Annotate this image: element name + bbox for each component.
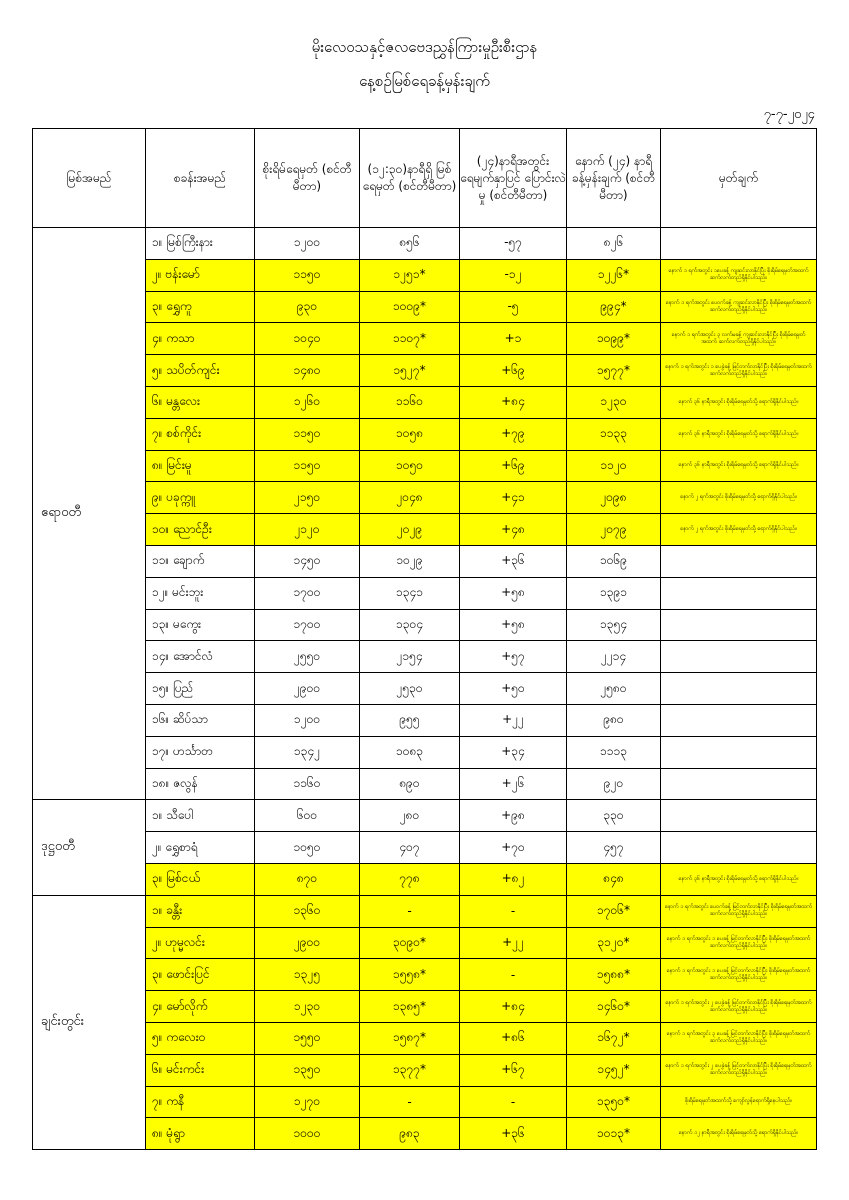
remark-cell	[661, 736, 817, 768]
forecast-cell: ၁၁၃၃	[567, 418, 661, 450]
forecast-cell: ၃၃၀	[567, 800, 661, 832]
change-cell: +၄၈	[460, 514, 567, 546]
danger-level-cell: ၂၉၀၀	[255, 673, 360, 705]
station-cell: ၆။ မန္တလေး	[146, 386, 255, 418]
change-cell: +၈၄	[460, 386, 567, 418]
station-cell: ၈။ မြင်းမူ	[146, 450, 255, 482]
forecast-cell: ၁၀၁၃*	[567, 1118, 661, 1150]
danger-level-cell: ၁၂၃၀	[255, 991, 360, 1023]
current-level-cell: ၁၅၂၇*	[360, 355, 460, 387]
remark-cell: နောက် ၁ ရက်အတွင်း ၃ ပေခန့် မြင့်တက်လာနိုင်ပြီး စိုးရိမ်ရေမှတ်အထက် ဆက်လက်တည်ရှိနိုင်ပါသည်။	[661, 1022, 817, 1054]
table-row	[33, 736, 817, 768]
station-cell: ၁၄။ အောင်လံ	[146, 641, 255, 673]
table-row	[33, 418, 817, 450]
table-row	[33, 323, 817, 355]
change-cell: +၆၇	[460, 1054, 567, 1086]
table-header-row	[33, 129, 817, 228]
forecast-cell: ၁၄၅၂*	[567, 1054, 661, 1086]
remark-cell: နောက် ၁ ရက်အတွင်း ၁ ပေခွဲခန့် မြင့်တက်လာနိုင်ပြီး စိုးရိမ်ရေမှတ်အထက် ဆက်လက်တည်ရှိနိုင်ပါသည်။	[661, 355, 817, 387]
page-title: မိုးလေဝသနှင့်ဇလဗေဒညွှန်ကြားမှုဦးစီးဌာန	[311, 38, 538, 56]
table-row	[33, 895, 817, 927]
danger-level-cell: ၁၂၀၀	[255, 704, 360, 736]
danger-level-cell: ၁၀၅၀	[255, 832, 360, 864]
change-cell: +၁	[460, 323, 567, 355]
danger-level-cell: ၁၁၅၀	[255, 418, 360, 450]
remark-cell: နောက် ၁ ရက်အတွင်း ၂ ပေခွဲခန့် မြင့်တက်လာနိုင်ပြီး စိုးရိမ်ရေမှတ်အထက် ဆက်လက်တည်ရှိနိုင်ပါသည်။	[661, 991, 817, 1023]
station-cell: ၄။ မော်လိုက်	[146, 991, 255, 1023]
col-header-danger-level: စိုးရိမ်ရေမှတ် (စင်တီမီတာ)	[255, 129, 360, 228]
forecast-cell: ၁၀၉၉*	[567, 323, 661, 355]
remark-cell: နောက် ၁ ရက်အတွင်း ၁ပေခန့် ကျဆင်းလာနိုင်ပြီး စိုးရိမ်ရေမှတ်အထက် ဆက်လက်တည်ရှိနိုင်ပါသည်။	[661, 259, 817, 291]
danger-level-cell: ၂၅၅၀	[255, 641, 360, 673]
current-level-cell: ၁၃၀၄	[360, 609, 460, 641]
change-cell: -	[460, 1086, 567, 1118]
page-subtitle: နေ့စဉ်မြစ်ရေခန့်မှန်းချက်	[359, 72, 490, 90]
table-row	[33, 1118, 817, 1150]
current-level-cell: ၁၂၅၁*	[360, 259, 460, 291]
station-cell: ၁။ ခန္တီး	[146, 895, 255, 927]
current-level-cell: ၁၃၈၅*	[360, 991, 460, 1023]
current-level-cell: ၁၁၀၇*	[360, 323, 460, 355]
current-level-cell: ၇၇၈	[360, 863, 460, 895]
change-cell: +၇၀	[460, 832, 567, 864]
remark-cell: နောက် ၁ ရက်အတွင်း ၂ ပေခွဲခန့် မြင့်တက်လာနိုင်ပြီး စိုးရိမ်ရေမှတ်အထက် ဆက်လက်တည်ရှိနိုင်ပါသည်။	[661, 1054, 817, 1086]
station-cell: ၂။ ဗန်းမော်	[146, 259, 255, 291]
station-cell: ၁။ မြစ်ကြီးနား	[146, 228, 255, 260]
station-cell: ၅။ သပိတ်ကျင်း	[146, 355, 255, 387]
station-cell: ၄။ ကသာ	[146, 323, 255, 355]
current-level-cell: ၁၀၈၃	[360, 736, 460, 768]
table-row	[33, 577, 817, 609]
danger-level-cell: ၁၇၀၀	[255, 609, 360, 641]
station-cell: ၈။ မုံရွာ	[146, 1118, 255, 1150]
change-cell: -၅၇	[460, 228, 567, 260]
table-row	[33, 832, 817, 864]
forecast-cell: ၉၉၄*	[567, 291, 661, 323]
river-name-cell: ချင်းတွင်း	[33, 895, 146, 1149]
forecast-cell: ၁၄၆၀*	[567, 991, 661, 1023]
current-level-cell: ၁၀၅၀	[360, 450, 460, 482]
forecast-cell: ၁၅၈၈*	[567, 959, 661, 991]
danger-level-cell: ၂၁၂၀	[255, 514, 360, 546]
remark-cell: နောက် ၁ ရက်အတွင်း ပေဝက်ခန့် မြင့်တက်လာနိုင်ပြီး စိုးရိမ်ရေမှတ်အထက် ဆက်လက်တည်ရှိနိုင်ပါသည်။	[661, 895, 817, 927]
remark-cell: နောက် ၁ ရက်အတွင်း ၁ ပေခန့် မြင့်တက်လာနိုင်ပြီး စိုးရိမ်ရေမှတ်အထက် ဆက်လက်တည်ရှိနိုင်ပါသည်။	[661, 927, 817, 959]
change-cell: +၇၉	[460, 418, 567, 450]
forecast-cell: ၁၃၅၀*	[567, 1086, 661, 1118]
remark-cell	[661, 641, 817, 673]
table-row	[33, 514, 817, 546]
remark-cell	[661, 768, 817, 800]
danger-level-cell: ၁၃၆၀	[255, 895, 360, 927]
danger-level-cell: ၉၃၀	[255, 291, 360, 323]
station-cell: ၃။ ဖောင်းပြင်	[146, 959, 255, 991]
table-row	[33, 1086, 817, 1118]
forecast-cell: ၄၅၇	[567, 832, 661, 864]
danger-level-cell: ၁၁၅၀	[255, 450, 360, 482]
current-level-cell: ၁၃၄၁	[360, 577, 460, 609]
change-cell: +၂၂	[460, 704, 567, 736]
danger-level-cell: ၁၅၅၀	[255, 1022, 360, 1054]
station-cell: ၁၂။ မင်းဘူး	[146, 577, 255, 609]
change-cell: +၃၆	[460, 545, 567, 577]
danger-level-cell: ၈၇၀	[255, 863, 360, 895]
current-level-cell: ၁၁၆၀	[360, 386, 460, 418]
table-row	[33, 450, 817, 482]
change-cell: +၈၄	[460, 991, 567, 1023]
current-level-cell: ၂၀၂၉	[360, 514, 460, 546]
forecast-cell: ၁၅၇၇*	[567, 355, 661, 387]
danger-level-cell: ၁၂၆၀	[255, 386, 360, 418]
station-cell: ၃။ မြစ်ငယ်	[146, 863, 255, 895]
forecast-cell: ၂၀၇၉	[567, 514, 661, 546]
forecast-cell: ၁၀၆၉	[567, 545, 661, 577]
danger-level-cell: ၁၀၀၀	[255, 1118, 360, 1150]
current-level-cell: ၂၀၄၈	[360, 482, 460, 514]
current-level-cell: ၁၀၅၈	[360, 418, 460, 450]
col-header-river: မြစ်အမည်	[33, 129, 146, 228]
danger-level-cell: ၁၇၀၀	[255, 577, 360, 609]
current-level-cell: ၉၈၃	[360, 1118, 460, 1150]
change-cell: +၆၉	[460, 355, 567, 387]
current-level-cell: ၉၅၅	[360, 704, 460, 736]
current-level-cell: ၃၀၉၀*	[360, 927, 460, 959]
table-row	[33, 927, 817, 959]
change-cell: +၅၈	[460, 609, 567, 641]
change-cell: +၅၇	[460, 641, 567, 673]
change-cell: +၂၂	[460, 927, 567, 959]
change-cell: +၂၆	[460, 768, 567, 800]
current-level-cell: -	[360, 895, 460, 927]
danger-level-cell: ၁၂၀၀	[255, 228, 360, 260]
remark-cell	[661, 832, 817, 864]
danger-level-cell: ၂၉၀၀	[255, 927, 360, 959]
station-cell: ၁၅။ ပြည်	[146, 673, 255, 705]
current-level-cell: -	[360, 1086, 460, 1118]
change-cell: +၈၆	[460, 1022, 567, 1054]
forecast-cell: ၉၂၀	[567, 768, 661, 800]
station-cell: ၁၆။ ဆိပ်သာ	[146, 704, 255, 736]
change-cell: +၈၂	[460, 863, 567, 895]
change-cell: +၅၀	[460, 673, 567, 705]
change-cell: -	[460, 959, 567, 991]
current-level-cell: ၁၀၀၉*	[360, 291, 460, 323]
col-header-remark: မှတ်ချက်	[661, 129, 817, 228]
change-cell: +၄၁	[460, 482, 567, 514]
current-level-cell: ၈၉၀	[360, 768, 460, 800]
current-level-cell: ၁၃၇၇*	[360, 1054, 460, 1086]
station-cell: ၁။ သီပေါ	[146, 800, 255, 832]
change-cell: +၉၈	[460, 800, 567, 832]
forecast-cell: ၈၂၆	[567, 228, 661, 260]
forecast-cell: ၁၂၃၀	[567, 386, 661, 418]
station-cell: ၁၃။ မကွေး	[146, 609, 255, 641]
danger-level-cell: ၆၀၀	[255, 800, 360, 832]
forecast-cell: ၂၀၉၈	[567, 482, 661, 514]
remark-cell: နောက် ၂ ရက်အတွင်း စိုးရိမ်ရေမှတ်သို့ ရောက်ရှိနိုင်ပါသည်။	[661, 482, 817, 514]
remark-cell	[661, 577, 817, 609]
station-cell: ၂။ ရွှေစာရံ	[146, 832, 255, 864]
current-level-cell: ၂၁၅၄	[360, 641, 460, 673]
station-cell: ၇။ စစ်ကိုင်း	[146, 418, 255, 450]
change-cell: +၆၉	[460, 450, 567, 482]
change-cell: -	[460, 895, 567, 927]
change-cell: +၃၆	[460, 1118, 567, 1150]
change-cell: +၅၈	[460, 577, 567, 609]
remark-cell: နောက် ၁ ရက်အတွင်း ပေဝက်ခန့် ကျဆင်းလာနိုင်ပြီး စိုးရိမ်ရေမှတ်အထက် ဆက်လက်တည်ရှိနိုင်ပါသည်။	[661, 291, 817, 323]
current-level-cell: ၈၅၆	[360, 228, 460, 260]
table-row	[33, 1054, 817, 1086]
danger-level-cell: ၁၂၇၀	[255, 1086, 360, 1118]
current-level-cell: ၂၈၀	[360, 800, 460, 832]
remark-cell: စိုးရိမ်ရေမှတ်အထက်သို့ ကျော်လွန်ရောက်ရှိနေပါသည်။	[661, 1086, 817, 1118]
table-row	[33, 482, 817, 514]
table-row	[33, 1022, 817, 1054]
table-row	[33, 259, 817, 291]
river-name-cell: ဧရာဝတီ	[33, 228, 146, 800]
forecast-table	[32, 128, 817, 1150]
station-cell: ၅။ ကလေးဝ	[146, 1022, 255, 1054]
danger-level-cell: ၁၁၅၀	[255, 259, 360, 291]
current-level-cell: ၄၀၇	[360, 832, 460, 864]
forecast-cell: ၂၂၁၄	[567, 641, 661, 673]
danger-level-cell: ၁၄၈၀	[255, 355, 360, 387]
danger-level-cell: ၁၄၅၀	[255, 545, 360, 577]
remark-cell	[661, 800, 817, 832]
station-cell: ၉။ ပခုက္ကူ	[146, 482, 255, 514]
remark-cell	[661, 673, 817, 705]
forecast-cell: ၉၈၀	[567, 704, 661, 736]
table-body	[33, 228, 817, 1150]
danger-level-cell: ၂၁၅၀	[255, 482, 360, 514]
table-row	[33, 991, 817, 1023]
table-row	[33, 863, 817, 895]
danger-level-cell: ၁၃၂၅	[255, 959, 360, 991]
danger-level-cell: ၁၀၄၀	[255, 323, 360, 355]
remark-cell: နောက် ၁ ရက်အတွင်း ၃ လက်မခန့် ကျဆင်းလာနိုင်ပြီး စိုးရိမ်ရေမှတ်အထက် ဆက်လက်တည်ရှိနိုင်ပါသည်။	[661, 323, 817, 355]
station-cell: ၁၀။ ညောင်ဦး	[146, 514, 255, 546]
danger-level-cell: ၁၃၄၂	[255, 736, 360, 768]
table-row	[33, 386, 817, 418]
table-row	[33, 704, 817, 736]
table-row	[33, 641, 817, 673]
remark-cell	[661, 228, 817, 260]
remark-cell	[661, 704, 817, 736]
table-row	[33, 355, 817, 387]
station-cell: ၁၇။ ဟင်္သာတ	[146, 736, 255, 768]
remark-cell: နောက် ၁၂ နာရီအတွင်း စိုးရိမ်ရေမှတ်သို့ ရောက်ရှိနိုင်ပါသည်။	[661, 1118, 817, 1150]
table-row	[33, 228, 817, 260]
river-name-cell: ဒုဋ္ဌဝတီ	[33, 800, 146, 895]
forecast-cell: ၁၃၉၁	[567, 577, 661, 609]
forecast-cell: ၁၆၇၂*	[567, 1022, 661, 1054]
table-row	[33, 291, 817, 323]
report-date: ၇-၇-၂၀၂၄	[763, 107, 815, 122]
col-header-change: (၂၄)နာရီအတွင်း ရေမျက်နှာပြင် ပြောင်းလဲမှု (စင်တီမီတာ)	[460, 129, 567, 228]
remark-cell	[661, 609, 817, 641]
current-level-cell: ၁၀၂၉	[360, 545, 460, 577]
forecast-cell: ၁၁၁၃	[567, 736, 661, 768]
remark-cell: နောက် ၃၆ နာရီအတွင်း စိုးရိမ်ရေမှတ်သို့ ရောက်ရှိနိုင်ပါသည်။	[661, 450, 817, 482]
forecast-cell: ၁၃၅၄	[567, 609, 661, 641]
change-cell: -၁၂	[460, 259, 567, 291]
station-cell: ၁၁။ ချောက်	[146, 545, 255, 577]
station-cell: ၆။ မင်းကင်း	[146, 1054, 255, 1086]
table-row	[33, 768, 817, 800]
station-cell: ၁၈။ ဇလွန်	[146, 768, 255, 800]
table-row	[33, 959, 817, 991]
remark-cell: နောက် ၁ ရက်အတွင်း ၁ ပေခန့် မြင့်တက်လာနိုင်ပြီး စိုးရိမ်ရေမှတ်အထက် ဆက်လက်တည်ရှိနိုင်ပါသည်။	[661, 959, 817, 991]
current-level-cell: ၁၅၅၈*	[360, 959, 460, 991]
station-cell: ၇။ ကနီ	[146, 1086, 255, 1118]
remark-cell: နောက် ၃၆ နာရီအတွင်း စိုးရိမ်ရေမှတ်သို့ ရောက်ရှိနိုင်ပါသည်။	[661, 863, 817, 895]
remark-cell: နောက် ၃၆ နာရီအတွင်း စိုးရိမ်ရေမှတ်သို့ ရောက်ရှိနိုင်ပါသည်။	[661, 418, 817, 450]
remark-cell: နောက် ၂ ရက်အတွင်း စိုးရိမ်ရေမှတ်သို့ ရောက်ရှိနိုင်ပါသည်။	[661, 514, 817, 546]
change-cell: +၃၄	[460, 736, 567, 768]
forecast-cell: ၁၁၂၀	[567, 450, 661, 482]
current-level-cell: ၂၅၃၀	[360, 673, 460, 705]
table-row	[33, 545, 817, 577]
change-cell: -၅	[460, 291, 567, 323]
col-header-current-level: (၁၂:၃၀)နာရီရှိ မြစ်ရေမှတ် (စင်တီမီတာ)	[360, 129, 460, 228]
col-header-station: စခန်းအမည်	[146, 129, 255, 228]
station-cell: ၃။ ရွှေကူ	[146, 291, 255, 323]
station-cell: ၂။ ဟုမ္မလင်း	[146, 927, 255, 959]
forecast-cell: ၈၄၈	[567, 863, 661, 895]
danger-level-cell: ၁၁၆၀	[255, 768, 360, 800]
current-level-cell: ၁၅၈၇*	[360, 1022, 460, 1054]
remark-cell	[661, 545, 817, 577]
forecast-cell: ၂၅၈၀	[567, 673, 661, 705]
forecast-cell: ၁၂၂၆*	[567, 259, 661, 291]
forecast-cell: ၃၁၂၀*	[567, 927, 661, 959]
table-row	[33, 609, 817, 641]
forecast-cell: ၁၇၀၆*	[567, 895, 661, 927]
remark-cell: နောက် ၃၆ နာရီအတွင်း စိုးရိမ်ရေမှတ်သို့ ရောက်ရှိနိုင်ပါသည်။	[661, 386, 817, 418]
danger-level-cell: ၁၃၅၀	[255, 1054, 360, 1086]
col-header-forecast: နောက် (၂၄) နာရီ ခန့်မှန်းချက် (စင်တီမီတာ)	[567, 129, 661, 228]
table-row	[33, 673, 817, 705]
table-row	[33, 800, 817, 832]
